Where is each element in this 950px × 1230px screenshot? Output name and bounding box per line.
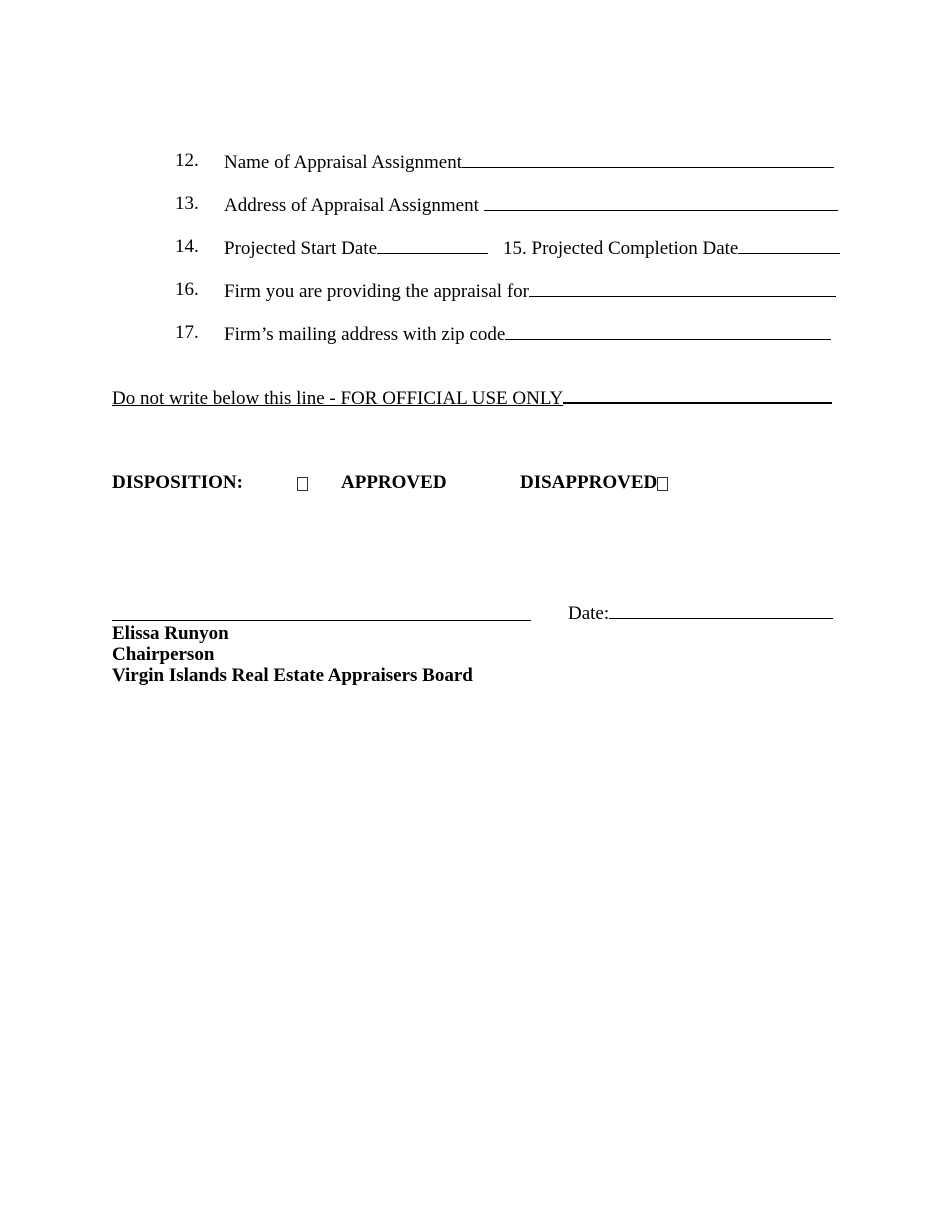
form-item-17-label-row [224, 322, 831, 346]
assignment-name-field[interactable] [462, 150, 834, 168]
official-use-notice [112, 385, 832, 410]
approved-label: APPROVED [341, 472, 447, 493]
official-use-rule [563, 385, 832, 404]
start-date-field[interactable] [377, 236, 488, 254]
form-item-14-label-row [224, 236, 488, 260]
item-number: 16. [175, 279, 199, 300]
item-number: 12. [175, 150, 199, 171]
item-label: Name of Appraisal Assignment [224, 152, 462, 173]
disapproved-label: DISAPPROVED [520, 472, 658, 493]
official-use-text: Do not write below this line - FOR OFFICIAL USE ONLY [112, 388, 564, 409]
assignment-address-field[interactable] [484, 193, 838, 211]
item-label: Address of Appraisal Assignment [224, 195, 479, 216]
disapproved-checkbox[interactable] [657, 477, 668, 491]
signature-line[interactable] [112, 620, 531, 621]
form-item-12-label-row [224, 150, 834, 174]
item-number: 14. [175, 236, 199, 257]
firm-address-field[interactable] [505, 322, 831, 340]
approved-checkbox[interactable] [297, 477, 308, 491]
date-label: Date: [568, 603, 610, 624]
signer-organization: Virgin Islands Real Estate Appraisers Board [112, 665, 473, 686]
date-row [568, 601, 833, 625]
item-number: 17. [175, 322, 199, 343]
form-item-16-label-row [224, 279, 836, 303]
signer-title: Chairperson [112, 644, 215, 665]
item-label: Firm’s mailing address with zip code [224, 324, 506, 345]
item-number: 13. [175, 193, 199, 214]
form-item-13-label-row [224, 193, 838, 217]
item-label: Firm you are providing the appraisal for [224, 281, 529, 302]
item-label: Projected Completion Date [531, 238, 739, 259]
firm-field[interactable] [529, 279, 836, 297]
completion-date-field[interactable] [738, 236, 840, 254]
date-field[interactable] [609, 601, 833, 619]
form-item-15-label-row [503, 236, 840, 260]
signer-name: Elissa Runyon [112, 623, 229, 644]
item-label: Projected Start Date [224, 238, 378, 259]
disposition-label: DISPOSITION: [112, 472, 243, 493]
item-number: 15. [503, 238, 527, 259]
